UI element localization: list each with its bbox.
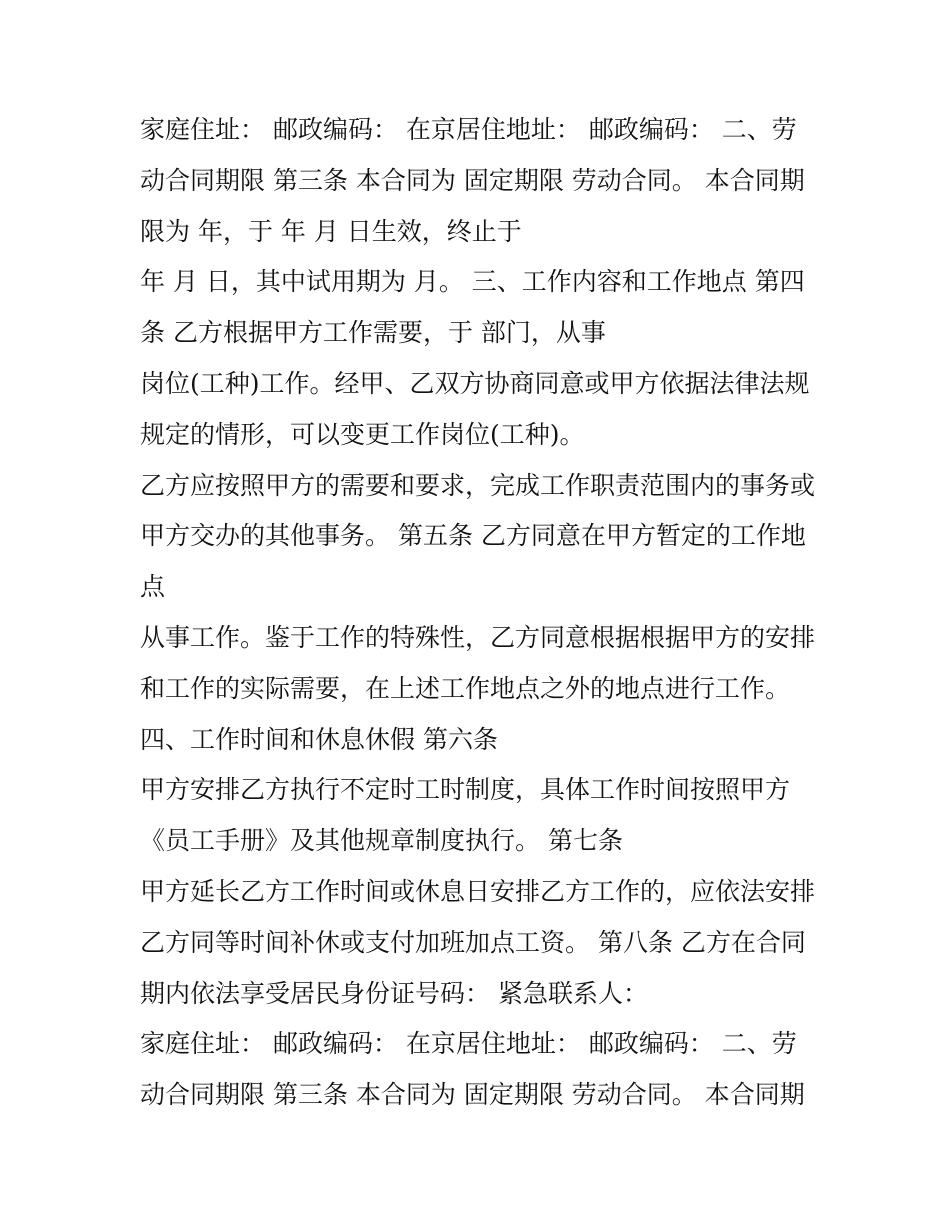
contract-text-body — [140, 105, 840, 1121]
text-line-9: 甲方交办的其他事务。 第五条 乙方同意在甲方暂定的工作地 — [140, 521, 806, 551]
text-line-17: 乙方同等时间补休或支付加班加点工资。 第八条 乙方在合同 — [140, 927, 806, 957]
text-line-5: 条 乙方根据甲方工作需要，于 部门，从事 — [140, 318, 606, 348]
text-line-6: 岗位(工种)工作。经甲、乙双方协商同意或甲方依据法律法规 — [140, 368, 810, 398]
text-line-8: 乙方应按照甲方的需要和要求，完成工作职责范围内的事务或 — [140, 470, 816, 500]
text-line-12: 和工作的实际需要，在上述工作地点之外的地点进行工作。 — [140, 673, 791, 703]
text-line-19: 家庭住址： 邮政编码： 在京居住地址： 邮政编码： 二、劳 — [140, 1029, 797, 1059]
text-line-13: 四、工作时间和休息休假 第六条 — [140, 724, 498, 754]
text-line-1: 家庭住址： 邮政编码： 在京居住地址： 邮政编码： 二、劳 — [140, 115, 797, 144]
text-line-4: 年 月 日，其中试用期为 月。 三、工作内容和工作地点 第四 — [140, 267, 805, 297]
text-line-14: 甲方安排乙方执行不定时工时制度，具体工作时间按照甲方 — [140, 775, 791, 805]
text-line-16: 甲方延长乙方工作时间或休息日安排乙方工作的，应依法安排 — [140, 876, 816, 906]
text-line-18: 期内依法享受居民身份证号码： 紧急联系人： — [140, 978, 648, 1008]
text-line-7: 规定的情形，可以变更工作岗位(工种)。 — [140, 419, 585, 449]
text-line-3: 限为 年，于 年 月 日生效，终止于 — [140, 216, 522, 246]
text-line-2: 动合同期限 第三条 本合同为 固定期限 劳动合同。 本合同期 — [140, 165, 805, 195]
text-line-11: 从事工作。鉴于工作的特殊性，乙方同意根据根据甲方的安排 — [140, 622, 816, 652]
text-line-15: 《员工手册》及其他规章制度执行。 第七条 — [140, 826, 623, 856]
text-line-10: 点 — [140, 572, 166, 602]
text-line-20: 动合同期限 第三条 本合同为 固定期限 劳动合同。 本合同期 — [140, 1080, 805, 1110]
